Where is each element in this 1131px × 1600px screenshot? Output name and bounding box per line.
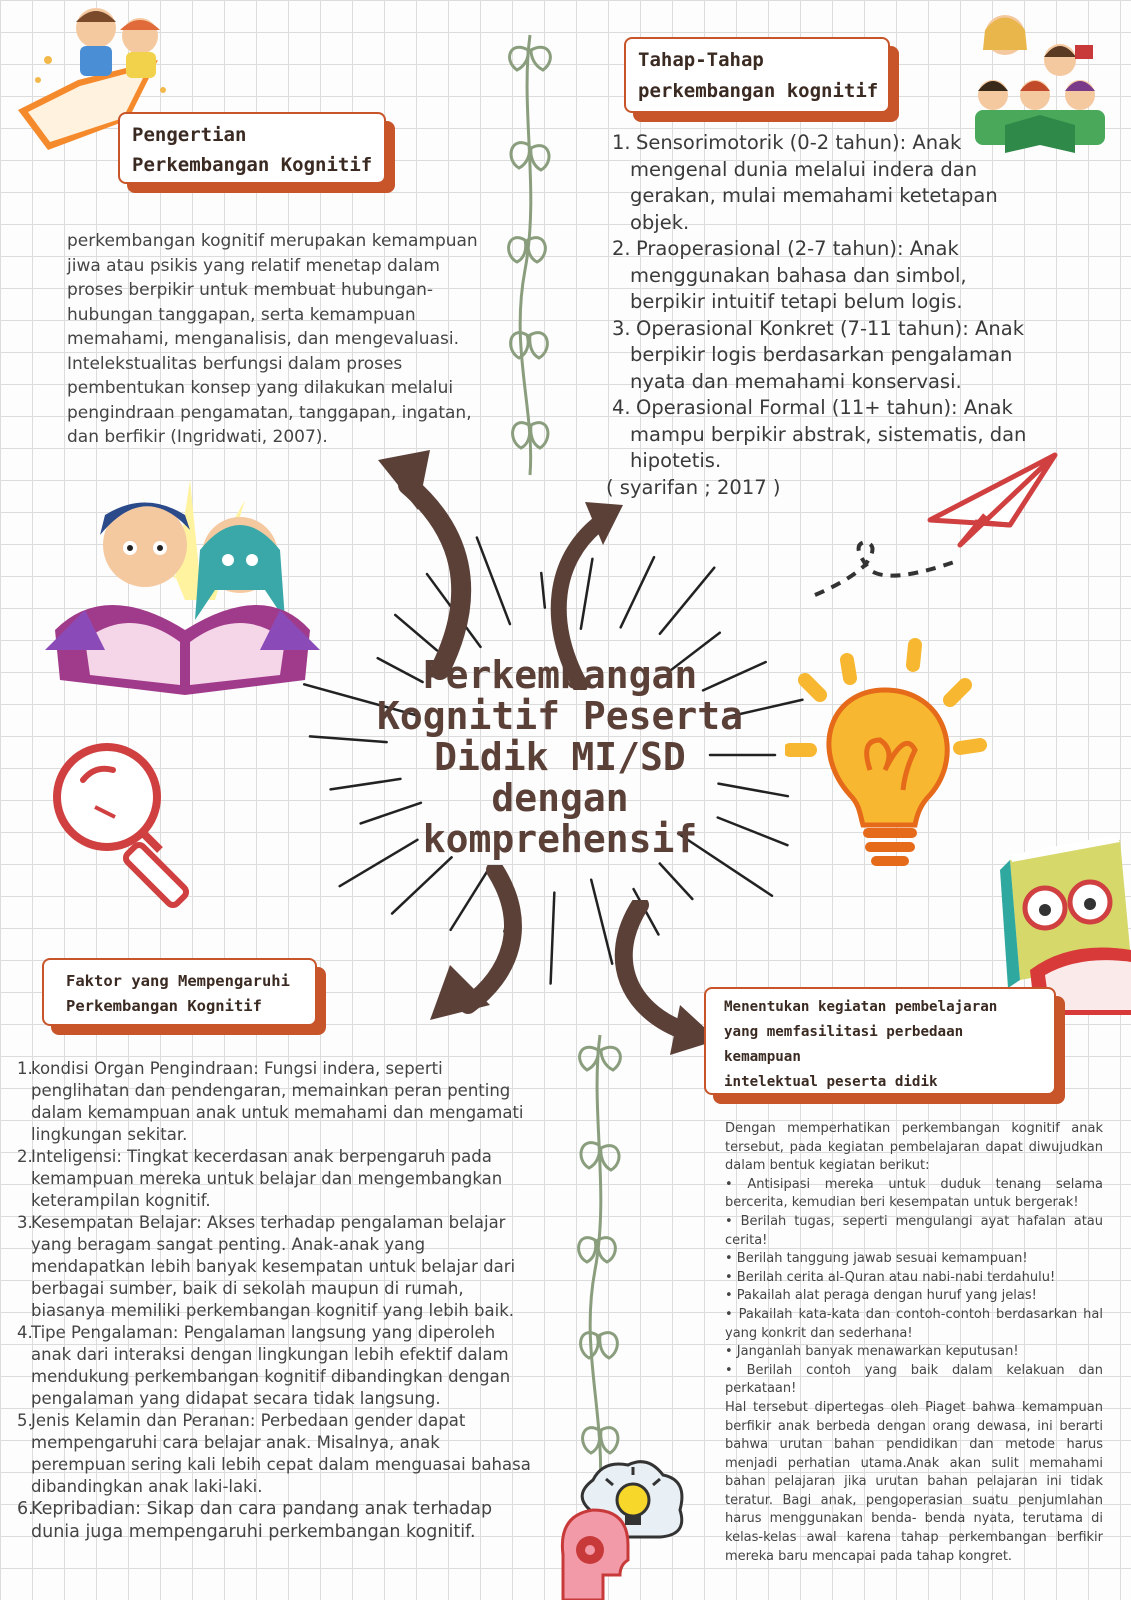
factors-title-box [42,958,317,1026]
activities-title-line: kemampuan [724,1049,801,1065]
activities-bullet: • Antisipasi mereka untuk duduk tenang selama bercerita, kemudian beri kesempatan untuk bergerak! [725,1176,1103,1211]
stage-line: hipotetis. [630,449,722,472]
curved-arrow-bottom-left [420,865,540,1030]
stage-number: 3. [612,316,631,340]
factors-list [17,1058,542,1544]
stages-title-line: Tahap-Tahap [638,49,764,71]
factors-title-line: Perkembangan Kognitif [66,997,262,1015]
stage-item [612,395,1042,475]
activities-title-line: Menentukan kegiatan pembelajaran [724,999,998,1015]
activities-title-line: intelektual peserta didik [724,1074,938,1090]
activities-bullet: • Berilah tugas, seperti mengulangi ayat hafalan atau cerita! [725,1213,1103,1248]
activities-paragraph: Hal tersebut dipertegas oleh Piaget bahwa kemampuan berfikir anak berbeda dengan orang dewasa, ini berarti bahwa urutan bahan pendidikan dan metode harus menjadi perhatian utama.Anak akan sulit memahami bahan pelajaran jika urutan bahan pelajaran ini tidak teratur. Bagi anak, pengoperasian suatu penjumlahan harus menggunakan benda- benda nyata, terutama di kelas-kelas awal karena tahap perkembangan berfikir mereka baru mencapai pada tahap kongret. [725,1399,1103,1564]
factor-line: Tipe Pengalaman: Pengalaman langsung yang diperoleh [31,1323,496,1342]
stage-line: gerakan, mulai memahami ketetapan [630,184,998,207]
definition-title-box [118,112,386,184]
activities-bullet: • Berilah tanggung jawab sesuai kemampuan! [725,1251,1028,1267]
activities-bullet: • Berilah contoh yang baik dalam kelakuan dan perkataan! [725,1362,1103,1397]
definition-line: perkembangan kognitif merupakan kemampuan [67,231,478,251]
factor-line: lingkungan sekitar. [31,1125,188,1144]
factor-number: 4. [17,1323,33,1342]
stage-line: menggunakan bahasa dan simbol, [630,263,967,287]
burst-line [660,568,714,634]
factor-line: Inteligensi: Tingkat kecerdasan anak berpengaruh pada [31,1147,492,1166]
stage-item [612,316,1042,396]
stage-line: Operasional Formal (11+ tahun): Anak [636,396,1013,419]
definition-line: hubungan tanggapan, serta kemampuan [67,304,416,325]
stage-item [612,236,1042,316]
definition-title-line: Pengertian [132,124,247,146]
factor-item [17,1212,542,1322]
activities-bullet: • Pakailah kata-kata dan contoh-contoh berdasarkan hal yang konkrit dan sederhana! [725,1306,1103,1341]
factor-item [17,1410,542,1498]
stage-line: berpikir logis berdasarkan pengalaman [630,343,1013,366]
factor-line: pengalaman yang didapat secara tidak langsung. [31,1389,441,1408]
factor-line: Kepribadian: Sikap dan cara pandang anak terhadap [31,1499,493,1519]
factor-number: 2. [17,1147,33,1166]
factor-item [17,1322,542,1410]
stage-line: berpikir intuitif tetapi belum logis. [630,290,963,313]
stage-line: Praoperasional (2-7 tahun): Anak [636,237,959,260]
main-title [360,655,760,860]
main-title-line: Perkembangan [422,653,698,697]
factor-line: anak dari interaksi dengan lingkungan lebih efektif dalam [31,1345,509,1364]
factor-line: kemampuan mereka untuk belajar dan mengembangkan [31,1169,503,1188]
main-title-line: Kognitif Peserta [376,694,744,738]
definition-text [67,229,517,450]
factor-line: yang beragam sangat penting. Anak-anak yang [31,1235,426,1254]
factor-item [17,1058,542,1146]
activities-title-box [704,987,1056,1095]
main-title-line: komprehensif [422,817,698,861]
definition-title-line: Perkembangan Kognitif [132,154,373,176]
stage-line: mampu berpikir abstrak, sistematis, dan [630,422,1027,446]
main-title-line: Didik MI/SD [434,735,686,779]
definition-line: Intelekstualitas berfungsi dalam proses [67,353,403,374]
factor-line: mendapatkan lebih banyak kesempatan untuk belajar dari [31,1257,516,1276]
stage-number: 4. [612,396,631,419]
factor-line: keterampilan kognitif. [31,1191,211,1210]
definition-line: pengindraan pengamatan, tanggapan, ingatan, [67,402,472,423]
factor-line: perempuan sering kali lebih cepat dalam menguasai bahasa [31,1455,531,1474]
burst-line [477,538,510,624]
stage-line: Sensorimotorik (0-2 tahun): Anak [636,131,962,154]
factor-number: 1. [17,1059,33,1078]
activities-bullet: • Pakailah alat peraga dengan huruf yang jelas! [725,1288,1037,1304]
factor-line: biasanya memiliki perkembangan kognitif yang lebih baik. [31,1301,515,1320]
definition-line: dan berfikir (Ingridwati, 2007). [67,427,328,447]
curved-arrow-top-left [360,440,480,680]
factor-line: Jenis Kelamin dan Peranan: Perbedaan gender dapat [31,1411,466,1430]
factor-line: dibandingkan anak laki-laki. [31,1477,263,1496]
stages-list [612,130,1042,475]
stage-line: objek. [630,210,690,234]
factor-number: 3. [17,1213,33,1232]
stage-number: 2. [612,237,631,260]
activities-title-line: yang memfasilitasi perbedaan [724,1024,964,1040]
definition-line: memahami, menganalisis, dan mengevaluasi. [67,329,459,349]
factor-number: 5. [17,1411,33,1430]
factor-line: berbagai sumber, baik di sekolah maupun di rumah, [31,1279,464,1298]
definition-line: jiwa atau psikis yang relatif menetap dalam [67,255,440,276]
factor-line: penglihatan dan pendengaran, memainkan peran penting [31,1081,511,1100]
stage-line: Operasional Konkret (7-11 tahun): Anak [636,316,1025,340]
main-title-line: dengan [491,776,629,820]
activities-text [725,1120,1103,1566]
stage-number: 1. [612,131,631,154]
stages-citation: ( syarifan ; 2017 ) [606,476,781,499]
activities-bullet: • Janganlah banyak menawarkan keputusan! [725,1344,1019,1360]
stages-title-box [624,37,890,113]
factor-line: kondisi Organ Pengindraan: Fungsi indera, seperti [31,1059,443,1078]
stage-line: mengenal dunia melalui indera dan [630,157,978,181]
factor-line: mempengaruhi cara belajar anak. Misalnya, anak [31,1433,440,1452]
factors-title-line: Faktor yang Mempengaruhi [66,972,290,990]
definition-line: proses berpikir untuk membuat hubungan- [67,280,433,300]
factor-line: Kesempatan Belajar: Akses terhadap pengalaman belajar [31,1213,506,1232]
definition-line: pembentukan konsep yang dilakukan melalui [67,378,454,398]
factor-line: dunia juga mempengaruhi perkembangan kognitif. [31,1522,476,1542]
stage-line: nyata dan memahami konservasi. [630,369,962,393]
factor-number: 6. [17,1499,34,1519]
stage-item [612,130,1042,236]
factor-line: mendukung perkembangan kognitif dibandingkan dengan [31,1367,511,1386]
activities-bullet: • Berilah cerita al-Quran atau nabi-nabi terdahulu! [725,1269,1056,1285]
factor-item [17,1146,542,1212]
factor-line: dalam kemampuan anak untuk memahami dan mengamati [31,1103,524,1122]
stages-title-line: perkembangan kognitif [638,80,879,102]
activities-paragraph: Dengan memperhatikan perkembangan kognitif anak tersebut, pada kegiatan pembelajaran dapat diwujudkan dalam bentuk kegiatan berikut: [725,1121,1103,1174]
burst-line [660,864,693,899]
factor-item [17,1498,542,1544]
burst-line [551,893,555,984]
